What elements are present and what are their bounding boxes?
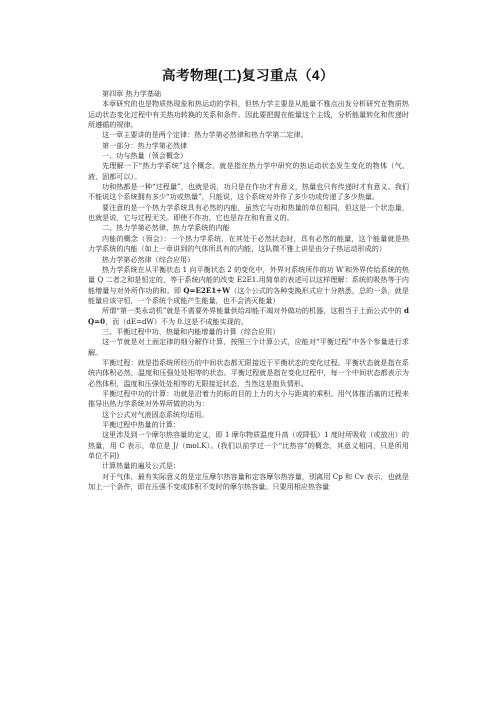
paragraph-text: 热力学系统在从平衡状态 1 向平衡状态 2 的变化中，外界对系统所作的功 W′和外界传给系统的热量 Q 二者之和是恒定的，等于系统内能的改变 E2E1.用简单的表述可以这样理解：系统的吸热等于内能增量与对外所作功的和。即 bbox=[88, 264, 409, 295]
section-heading: 一、功与热量（领会概念） bbox=[102, 151, 188, 161]
paragraph: 这一节就是对上面定律的细分解作计算，按照三个计算公式，应能对“平衡过程”中各个参量进行求解。 bbox=[88, 337, 409, 357]
paragraph: 平衡过程中热量的计算： bbox=[102, 420, 181, 429]
subsection-heading: 热力学第必然律（综合应用） bbox=[102, 254, 195, 264]
paragraph-text: 所谓“第一类永动机”就是不需要外界能量供给却能不竭对外做功的机器，这相当于上面公式中的 bbox=[102, 306, 405, 316]
paragraph-text: ，而（dE=dW）不为 0.这是不成能实现的。 bbox=[105, 316, 248, 326]
paragraph: 要注意的是一个热力学系统具有必然的内能，虽然它与功和热量的单位相同，但这是一个状态量，也就是说，它与过程无关。即使不作功，它也是存在和有意义的。 bbox=[88, 202, 409, 223]
document-body bbox=[88, 89, 409, 492]
formula: dQ=0 bbox=[88, 306, 409, 326]
page-title: 高考物理(工)复习重点（4） bbox=[162, 68, 334, 83]
paragraph: 平衡过程：就是指系统所经历的中间状态都无限接近于平衡状态的变化过程。平衡状态就是指在系统内体积必然，温度和压强处处相等的状态。平衡过程就是指在变化过程中，每一个中间状态都表示为必然体积，温度和压强处处相等的无限接近状态，当然这是抱负情形。 bbox=[88, 357, 409, 388]
paragraph: 功和热都是一种“过程量”，也就是说，功只是在作功才有意义，热量也只有传递时才有意义。我们不能说这个系统拥有多少“功或热量”，只能说，这个系统对外作了多少功或传递了多少热量。 bbox=[88, 182, 409, 202]
paragraph: 计算热量的遍及公式是： bbox=[102, 461, 181, 471]
paragraph: 这里涉及到一个摩尔热容量的定义，即 1 摩尔物质温度升高（或降低）1 度时所吸收（或放出）的热量，用 C 表示，单位是 J/（mol.K）。(我们以前学过一个“比热容”的概念，其意义相同，只是所用单位不同) bbox=[88, 430, 409, 461]
paragraph: 本章研究的也是物质热现象和热运动的学科，但热力学主要是从能量不雅点出发分析研究在物质热运动状态变化过程中有关热功转换的关系和条件。因此要把握在能量这个主线，分析能量转化和传递时所遵循的规律。 bbox=[88, 99, 409, 130]
paragraph: 先理解一下“热力学系统”这个概念，就是指在热力学中研究的热运动状态发生变化的物体（气、液、固都可以）。 bbox=[88, 161, 409, 181]
paragraph: 这一章主要讲的是两个定律：热力学第必然律和热力学第二定律。 bbox=[102, 130, 308, 140]
section-heading: 二、热力学第必然律、热力学系统的内能 bbox=[102, 223, 230, 233]
paragraph: 对于气体，最有实际意义的是定压摩尔热容量和定容摩尔热容量，别离用 Cp 和 Cv 表示，也就是加上一个条件，即在压强不变或体积不变时的摩尔热容量。只要用相应热容量 bbox=[88, 471, 409, 492]
section-heading: 三、平衡过程中功、热量和内能增量的计算（综合应用） bbox=[102, 326, 280, 336]
paragraph: 内能的概念（领会）：一个热力学系统，在其处于必然状态时，具有必然的能量，这个能量就是热力学系统的内能（如上一章讲到的气体所具有的内能，这队微不雅上讲是由分子热运动形成的） bbox=[88, 233, 409, 254]
paragraph bbox=[88, 265, 409, 306]
paragraph bbox=[88, 306, 409, 327]
paragraph: 这个公式对气液固态系统均适用。 bbox=[102, 409, 209, 419]
formula: Q=E2E1+W bbox=[183, 285, 231, 295]
paragraph: 平衡过程中功的计算：功就是沿着力的标的目的上力的大小与距离的乘积。用气体推活塞的过程来推导出热力学系统对外界所做的功为： bbox=[88, 388, 409, 409]
paragraph-text: （这个公式的各种变换形式应十分熟悉，总的一条，就是能量应该守恒，一个系统个成能产生能量，也不会消灭能量） bbox=[88, 285, 409, 305]
chapter-heading: 第四章 热力学基础 bbox=[102, 89, 162, 98]
part-heading: 第一部分：热力学第必然律 bbox=[102, 140, 188, 150]
